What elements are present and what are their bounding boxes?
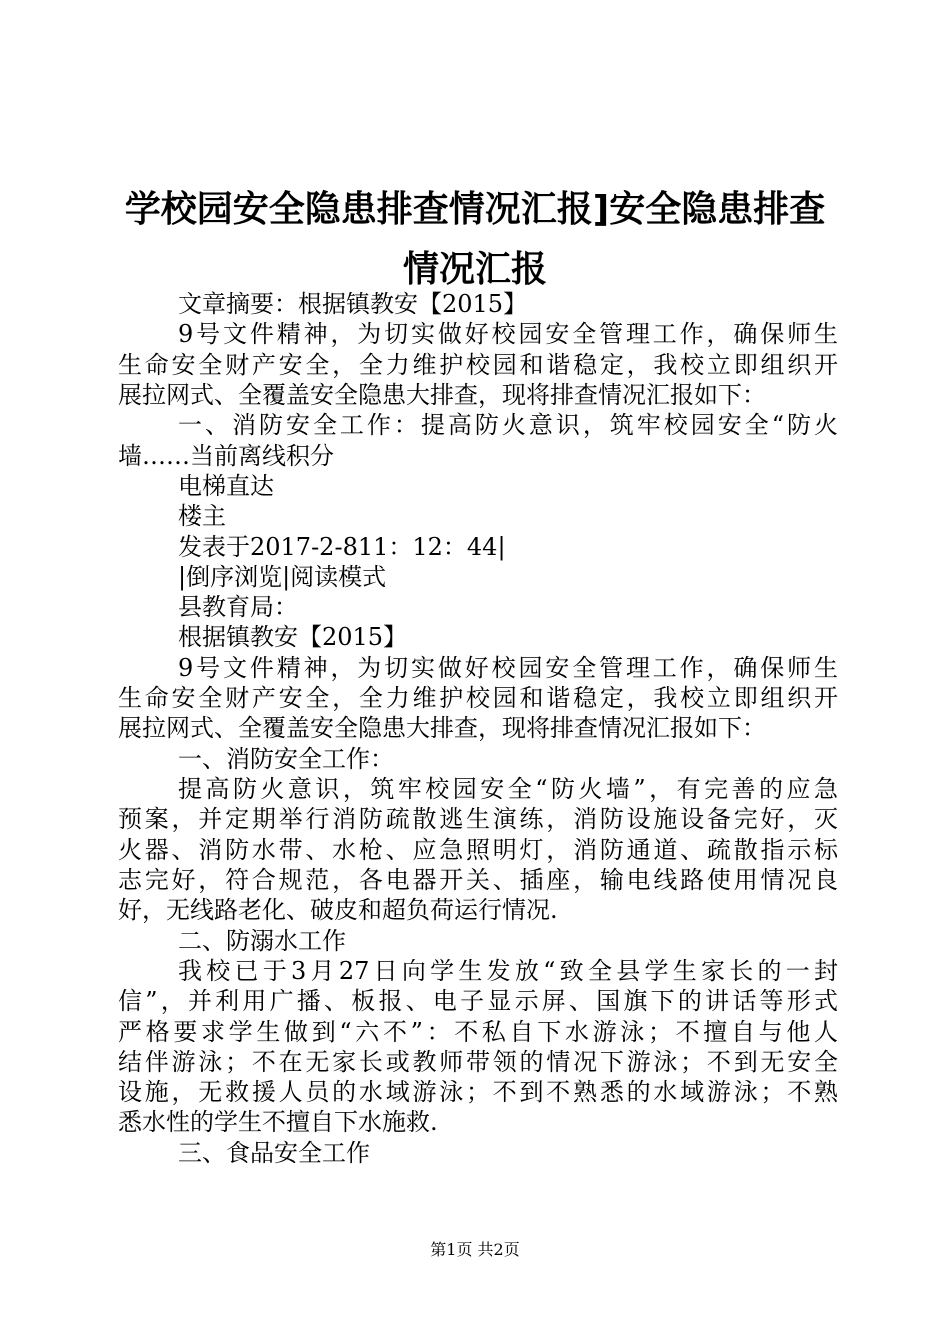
text-line: 文章摘要：根据镇教安【2015】 <box>178 290 528 318</box>
text-line: 三、食品安全工作 <box>178 1138 370 1167</box>
text-line: 设施，无救援人员的水域游泳；不到不熟悉的水域游泳；不熟 <box>118 1078 838 1107</box>
text-line: 发表于2017-2-811：12：44| <box>178 532 506 561</box>
text-line: 火器、消防水带、水枪、应急照明灯，消防通道、疏散指示标 <box>118 835 838 864</box>
text-line: 根据镇教安【2015】 <box>178 623 408 652</box>
document-title-line-1: 学校园安全隐患排查情况汇报]安全隐患排查 <box>124 189 826 230</box>
text-line: 信”，并利用广播、板报、电子显示屏、国旗下的讲话等形式 <box>118 987 838 1016</box>
text-line: 生命安全财产安全，全力维护校园和谐稳定，我校立即组织开 <box>118 350 838 379</box>
text-line: 好，无线路老化、破皮和超负荷运行情况. <box>118 896 558 925</box>
page-footer: 第1页 共2页 <box>430 1240 520 1259</box>
text-line: 悉水性的学生不擅自下水施救. <box>118 1108 438 1137</box>
document-title-line-2: 情况汇报 <box>402 249 547 290</box>
text-line: |倒序浏览|阅读模式 <box>178 562 387 591</box>
text-line: 志完好，符合规范，各电器开关、插座，输电线路使用情况良 <box>118 865 838 894</box>
text-line: 提高防火意识，筑牢校园安全“防火墙”，有完善的应急 <box>178 775 838 803</box>
text-line: 一、消防安全工作： <box>178 744 394 773</box>
text-line: 9号文件精神，为切实做好校园安全管理工作，确保师生 <box>178 320 838 349</box>
text-line: 展拉网式、全覆盖安全隐患大排查，现将排查情况汇报如下： <box>118 714 766 743</box>
text-line: 电梯直达 <box>178 471 274 500</box>
text-line: 展拉网式、全覆盖安全隐患大排查，现将排查情况汇报如下： <box>118 380 766 409</box>
text-line: 严格要求学生做到“六不”：不私自下水游泳；不擅自与他人 <box>118 1017 838 1046</box>
text-line: 县教育局： <box>178 593 298 622</box>
text-line: 二、防溺水工作 <box>178 926 346 955</box>
text-line: 楼主 <box>178 502 226 531</box>
text-line: 墙……当前离线积分 <box>118 441 334 470</box>
text-line: 生命安全财产安全，全力维护校园和谐稳定，我校立即组织开 <box>118 684 838 713</box>
text-line: 预案，并定期举行消防疏散逃生演练，消防设施设备完好，灭 <box>118 805 838 834</box>
text-line: 9号文件精神，为切实做好校园安全管理工作，确保师生 <box>178 653 838 682</box>
text-line: 一、消防安全工作：提高防火意识，筑牢校园安全“防火 <box>178 411 838 440</box>
text-line: 我校已于3月27日向学生发放“致全县学生家长的一封 <box>178 956 838 985</box>
text-line: 结伴游泳；不在无家长或教师带领的情况下游泳；不到无安全 <box>118 1047 838 1076</box>
document-body <box>118 289 838 1168</box>
